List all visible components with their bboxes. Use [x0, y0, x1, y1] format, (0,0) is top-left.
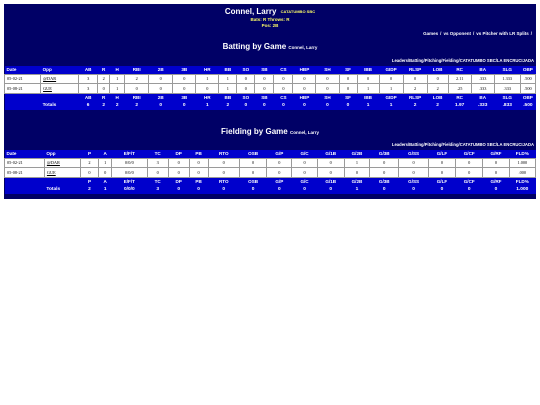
column-header-g-3b[interactable]: G/3B	[370, 150, 399, 158]
opponent-link[interactable]: GUE	[41, 84, 79, 94]
cell-date: 05-08-21	[5, 84, 41, 94]
cell-tc: 0	[147, 168, 168, 178]
total-g-ss: 0	[399, 185, 428, 194]
nav-separator: /	[440, 31, 442, 36]
total-g-lf: 0	[428, 185, 455, 194]
cell-e-f-t: 0/0/0	[112, 158, 148, 168]
cell-g-lf: 0	[428, 158, 455, 168]
total-cs: 0	[274, 101, 293, 110]
cell-p: 0	[80, 168, 99, 178]
cell-ba: .333	[471, 84, 494, 94]
cell-rc: 2.11	[448, 74, 471, 84]
batting-title: Batting by Game	[222, 42, 287, 51]
nav-link-pitching[interactable]: Pitching	[424, 142, 442, 147]
cell-g-rf: 0	[483, 158, 509, 168]
repeat-header-pb: PB	[189, 177, 208, 185]
cell-ab: 3	[79, 84, 98, 94]
repeat-header-a: A	[99, 177, 112, 185]
cell-bb: 1	[219, 84, 237, 94]
total-rc: 1.97	[448, 101, 471, 110]
total-gidp: 1	[379, 101, 403, 110]
total-g-c: 0	[292, 185, 317, 194]
nav-link-fielding[interactable]: Fielding	[442, 58, 459, 63]
repeat-header-rbi: RBI	[125, 93, 149, 101]
total-lob: 2	[427, 101, 448, 110]
cell-rlsp: 0	[403, 74, 427, 84]
repeat-header-g-p: G/P	[267, 177, 292, 185]
cell-fld: .000	[509, 168, 535, 178]
total-fld: 1.000	[509, 185, 535, 194]
cell-a: 1	[99, 158, 112, 168]
total-rbi: 2	[125, 101, 149, 110]
player-team: CATATUMBO SBC	[280, 9, 316, 14]
cell-g-2b: 0	[344, 168, 369, 178]
column-header-3b[interactable]: 3B	[173, 66, 196, 74]
repeat-header-hbp: HBP	[293, 93, 316, 101]
nav-link-leaders[interactable]: Leaders	[391, 142, 408, 147]
blank-cell	[5, 185, 45, 194]
opponent-link[interactable]: @DAR	[44, 158, 80, 168]
total-tc: 3	[147, 185, 168, 194]
batting-table	[4, 66, 536, 110]
total-g-cf: 0	[456, 185, 483, 194]
cell-h: 1	[110, 74, 125, 84]
column-header-e-f-t[interactable]: E/F/T	[112, 150, 148, 158]
column-header-ibb[interactable]: IBB	[357, 66, 379, 74]
repeat-header-e-f-t: E/F/T	[112, 177, 148, 185]
total-e-f-t: 0/0/0	[112, 185, 148, 194]
cell-slg: 1.333	[494, 74, 520, 84]
cell-osb: 0	[239, 158, 266, 168]
repeat-header-obp: OBP	[520, 93, 535, 101]
repeat-header-g-lf: G/LF	[428, 177, 455, 185]
nav-link-la-encrucijada[interactable]: LA ENCRUCIJADA	[496, 142, 534, 147]
cell-cs: 0	[274, 84, 293, 94]
batting-section-title	[4, 42, 536, 51]
fielding-title-name: Connel, Larry	[289, 130, 319, 135]
stats-panel	[4, 4, 536, 199]
column-header-gidp[interactable]: GIDP	[379, 66, 403, 74]
cell-sb: 0	[255, 84, 274, 94]
repeat-header-g-rf: G/RF	[483, 177, 509, 185]
cell-ab: 3	[79, 74, 98, 84]
nav-separator: /	[407, 58, 410, 63]
column-header-2b[interactable]: 2B	[149, 66, 173, 74]
cell-2b: 0	[149, 84, 173, 94]
column-header-hr[interactable]: HR	[196, 66, 219, 74]
cell-sb: 0	[255, 74, 274, 84]
repeat-header-h: H	[110, 93, 125, 101]
cell-date: 05-08-21	[5, 168, 45, 178]
bats-throws: Bats: R Throws: R	[250, 17, 290, 23]
cell-rbi: 2	[125, 74, 149, 84]
table-row	[5, 168, 536, 178]
batting-nav	[392, 58, 534, 63]
fielding-nav	[392, 142, 534, 147]
total-slg: .833	[494, 101, 520, 110]
column-header-date[interactable]: Date	[5, 66, 41, 74]
fielding-totals-row	[5, 185, 536, 194]
cell-hbp: 0	[293, 84, 316, 94]
cell-g-rf: 0	[483, 168, 509, 178]
column-header-rlsp[interactable]: RLSP	[403, 66, 427, 74]
column-header-sf[interactable]: SF	[339, 66, 357, 74]
column-header-g-1b[interactable]: G/1B	[317, 150, 344, 158]
cell-osb: 0	[239, 168, 266, 178]
fielding-title: Fielding by Game	[221, 127, 288, 136]
column-header-pb[interactable]: PB	[189, 150, 208, 158]
column-header-g-c[interactable]: G/C	[292, 150, 317, 158]
cell-obp: .500	[520, 84, 535, 94]
player-position: Pos: 2B	[261, 22, 279, 28]
total-g-p: 0	[267, 185, 292, 194]
fielding-table	[4, 150, 536, 194]
table-row	[5, 74, 536, 84]
repeat-header-tc: TC	[147, 177, 168, 185]
repeat-header-g-3b: G/3B	[370, 177, 399, 185]
total-bb: 2	[219, 101, 237, 110]
player-header	[4, 7, 536, 28]
repeat-header-p: P	[80, 177, 99, 185]
repeat-header-hr: HR	[196, 93, 219, 101]
cell-cs: 0	[274, 74, 293, 84]
total-sf: 0	[339, 101, 357, 110]
total-g-2b: 1	[344, 185, 369, 194]
total-so: 0	[237, 101, 255, 110]
table-row	[5, 84, 536, 94]
cell-hr: 1	[196, 74, 219, 84]
cell-g-2b: 1	[344, 158, 369, 168]
total-sh: 0	[316, 101, 339, 110]
repeat-header-so: SO	[237, 93, 255, 101]
column-header-sh[interactable]: SH	[316, 66, 339, 74]
cell-e-f-t: 0/0/0	[112, 168, 148, 178]
repeat-header-g-c: G/C	[292, 177, 317, 185]
cell-3b: 0	[173, 74, 196, 84]
cell-g-p: 0	[267, 168, 292, 178]
column-header-g-p[interactable]: G/P	[267, 150, 292, 158]
nav-link-leaders[interactable]: Leaders	[391, 58, 408, 63]
total-g-1b: 0	[317, 185, 344, 194]
column-header-fld[interactable]: FLD%	[509, 150, 535, 158]
column-header-date[interactable]: Date	[5, 150, 45, 158]
total-ab: 6	[79, 101, 98, 110]
nav-link-vs-opponent[interactable]: vs Opponent	[443, 31, 471, 36]
batting-repeat-header-row	[5, 93, 536, 101]
total-rlsp: 2	[403, 101, 427, 110]
total-a: 1	[99, 185, 112, 194]
total-sb: 0	[255, 101, 274, 110]
cell-a: 0	[99, 168, 112, 178]
cell-g-c: 0	[292, 158, 317, 168]
nav-separator: /	[441, 58, 443, 63]
cell-so: 0	[237, 84, 255, 94]
total-rto: 0	[208, 185, 239, 194]
cell-ibb: 1	[357, 84, 379, 94]
cell-dp: 0	[168, 168, 189, 178]
cell-dp: 0	[168, 158, 189, 168]
cell-bb: 1	[219, 74, 237, 84]
repeat-header-dp: DP	[168, 177, 189, 185]
cell-3b: 0	[173, 84, 196, 94]
repeat-header-g-ss: G/SS	[399, 177, 428, 185]
column-header-dp[interactable]: DP	[168, 150, 189, 158]
repeat-header-sf: SF	[339, 93, 357, 101]
column-header-hbp[interactable]: HBP	[293, 66, 316, 74]
opponent-link[interactable]: GUE	[44, 168, 80, 178]
fielding-header-row	[5, 150, 536, 158]
column-header-obp[interactable]: OBP	[520, 66, 535, 74]
cell-g-1b: 0	[317, 158, 344, 168]
player-title	[4, 7, 536, 17]
nav-separator: /	[423, 142, 425, 147]
cell-slg: .333	[494, 84, 520, 94]
column-header-tc[interactable]: TC	[147, 150, 168, 158]
total-2b: 0	[149, 101, 173, 110]
batting-header-row	[5, 66, 536, 74]
repeat-header-3b: 3B	[173, 93, 196, 101]
cell-obp: .500	[520, 74, 535, 84]
total-hr: 1	[196, 101, 219, 110]
total-pb: 0	[189, 185, 208, 194]
repeat-header-lob: LOB	[427, 93, 448, 101]
column-header-g-ss[interactable]: G/SS	[399, 150, 428, 158]
column-header-g-lf[interactable]: G/LF	[428, 150, 455, 158]
total-h: 2	[110, 101, 125, 110]
column-header-g-cf[interactable]: G/CF	[456, 150, 483, 158]
total-osb: 0	[239, 185, 266, 194]
nav-link-pitching[interactable]: Pitching	[424, 58, 442, 63]
repeat-header-bb: BB	[219, 93, 237, 101]
cell-ibb: 0	[357, 74, 379, 84]
cell-g-c: 0	[292, 168, 317, 178]
cell-hbp: 0	[293, 74, 316, 84]
nav-link-batting[interactable]: Batting	[409, 142, 424, 147]
cell-pb: 0	[189, 168, 208, 178]
column-header-so[interactable]: SO	[237, 66, 255, 74]
cell-sh: 0	[316, 74, 339, 84]
column-header-g-rf[interactable]: G/RF	[483, 150, 509, 158]
nav-link-batting[interactable]: Batting	[409, 58, 424, 63]
cell-tc: 3	[147, 158, 168, 168]
batting-title-name: Connel, Larry	[288, 45, 318, 50]
cell-date: 05-02-21	[5, 158, 45, 168]
blank-header-cell	[5, 177, 45, 185]
cell-ba: .333	[471, 74, 494, 84]
nav-separator: /	[495, 142, 497, 147]
total-p: 2	[80, 185, 99, 194]
totals-label: Totals	[41, 101, 79, 110]
repeat-header-ab: AB	[79, 93, 98, 101]
nav-separator: /	[407, 142, 410, 147]
cell-2b: 0	[149, 74, 173, 84]
cell-so: 0	[237, 74, 255, 84]
cell-h: 1	[110, 84, 125, 94]
table-row	[5, 158, 536, 168]
repeat-header-g-1b: G/1B	[317, 177, 344, 185]
repeat-header-slg: SLG	[494, 93, 520, 101]
nav-separator: /	[458, 142, 460, 147]
cell-fld: 1.000	[509, 158, 535, 168]
nav-link-games[interactable]: Games	[423, 31, 439, 36]
cell-g-cf: 0	[456, 158, 483, 168]
cell-g-cf: 0	[456, 168, 483, 178]
column-header-rto[interactable]: RTO	[208, 150, 239, 158]
cell-g-p: 0	[267, 158, 292, 168]
repeat-header-fld: FLD%	[509, 177, 535, 185]
cell-p: 2	[80, 158, 99, 168]
column-header-h[interactable]: H	[110, 66, 125, 74]
cell-g-3b: 0	[370, 158, 399, 168]
cell-hr: 0	[196, 84, 219, 94]
column-header-slg[interactable]: SLG	[494, 66, 520, 74]
repeat-header-r: R	[98, 93, 110, 101]
column-header-sb[interactable]: SB	[255, 66, 274, 74]
repeat-header-g-cf: G/CF	[456, 177, 483, 185]
fielding-repeat-header-row	[5, 177, 536, 185]
column-header-lob[interactable]: LOB	[427, 66, 448, 74]
column-header-p[interactable]: P	[80, 150, 99, 158]
total-ba: .333	[471, 101, 494, 110]
total-g-3b: 0	[370, 185, 399, 194]
cell-rbi: 0	[125, 84, 149, 94]
cell-g-ss: 0	[399, 168, 428, 178]
repeat-header-sb: SB	[255, 93, 274, 101]
repeat-header-osb: OSB	[239, 177, 266, 185]
repeat-header-2b: 2B	[149, 93, 173, 101]
total-hbp: 0	[293, 101, 316, 110]
cell-gidp: 0	[379, 74, 403, 84]
blank-cell	[5, 101, 41, 110]
cell-g-1b: 0	[317, 168, 344, 178]
total-obp: .500	[520, 101, 535, 110]
nav-separator: /	[530, 31, 532, 36]
cell-rc: .25	[448, 84, 471, 94]
top-nav	[422, 31, 533, 36]
blank-header-cell	[41, 93, 79, 101]
column-header-cs[interactable]: CS	[274, 66, 293, 74]
repeat-header-sh: SH	[316, 93, 339, 101]
blank-header-cell	[44, 177, 80, 185]
totals-label: Totals	[44, 185, 80, 194]
column-header-osb[interactable]: OSB	[239, 150, 266, 158]
fielding-section-title	[4, 127, 536, 136]
cell-gidp: 1	[379, 84, 403, 94]
column-header-g-2b[interactable]: G/2B	[344, 150, 369, 158]
column-header-rc[interactable]: RC	[448, 66, 471, 74]
repeat-header-rlsp: RLSP	[403, 93, 427, 101]
nav-separator: /	[458, 58, 460, 63]
cell-g-ss: 0	[399, 158, 428, 168]
cell-g-lf: 0	[428, 168, 455, 178]
nav-link-vs-pitcher-with-lr-splits[interactable]: vs Pitcher with LR Splits	[476, 31, 529, 36]
column-header-ba[interactable]: BA	[471, 66, 494, 74]
total-r: 2	[98, 101, 110, 110]
cell-sf: 0	[339, 74, 357, 84]
total-3b: 0	[173, 101, 196, 110]
repeat-header-gidp: GIDP	[379, 93, 403, 101]
repeat-header-ba: BA	[471, 93, 494, 101]
column-header-opp[interactable]: Opp	[41, 66, 79, 74]
cell-g-3b: 0	[370, 168, 399, 178]
column-header-bb[interactable]: BB	[219, 66, 237, 74]
nav-separator: /	[472, 31, 475, 36]
total-dp: 0	[168, 185, 189, 194]
cell-r: 0	[98, 84, 110, 94]
cell-lob: 0	[427, 74, 448, 84]
cell-lob: 2	[427, 84, 448, 94]
cell-pb: 0	[189, 158, 208, 168]
nav-link-la-encrucijada[interactable]: LA ENCRUCIJADA	[496, 58, 534, 63]
repeat-header-rto: RTO	[208, 177, 239, 185]
player-name: Connel, Larry	[224, 7, 277, 17]
total-ibb: 1	[357, 101, 379, 110]
opponent-link[interactable]: @DAR	[41, 74, 79, 84]
nav-separator: /	[423, 58, 425, 63]
cell-r: 2	[98, 74, 110, 84]
cell-sf: 0	[339, 84, 357, 94]
total-g-rf: 0	[483, 185, 509, 194]
repeat-header-ibb: IBB	[357, 93, 379, 101]
cell-rto: 0	[208, 158, 239, 168]
batting-totals-row	[5, 101, 536, 110]
column-header-ab[interactable]: AB	[79, 66, 98, 74]
nav-link-catatumbo-sbc[interactable]: CATATUMBO SBC	[459, 142, 496, 147]
nav-link-catatumbo-sbc[interactable]: CATATUMBO SBC	[459, 58, 496, 63]
column-header-a[interactable]: A	[99, 150, 112, 158]
nav-link-fielding[interactable]: Fielding	[442, 142, 459, 147]
column-header-rbi[interactable]: RBI	[125, 66, 149, 74]
repeat-header-rc: RC	[448, 93, 471, 101]
blank-header-cell	[5, 93, 41, 101]
cell-rlsp: 2	[403, 84, 427, 94]
cell-rto: 0	[208, 168, 239, 178]
column-header-opp[interactable]: Opp	[44, 150, 80, 158]
nav-separator: /	[441, 142, 443, 147]
repeat-header-cs: CS	[274, 93, 293, 101]
cell-date: 05-02-21	[5, 74, 41, 84]
nav-separator: /	[495, 58, 497, 63]
column-header-r[interactable]: R	[98, 66, 110, 74]
cell-sh: 0	[316, 84, 339, 94]
repeat-header-g-2b: G/2B	[344, 177, 369, 185]
